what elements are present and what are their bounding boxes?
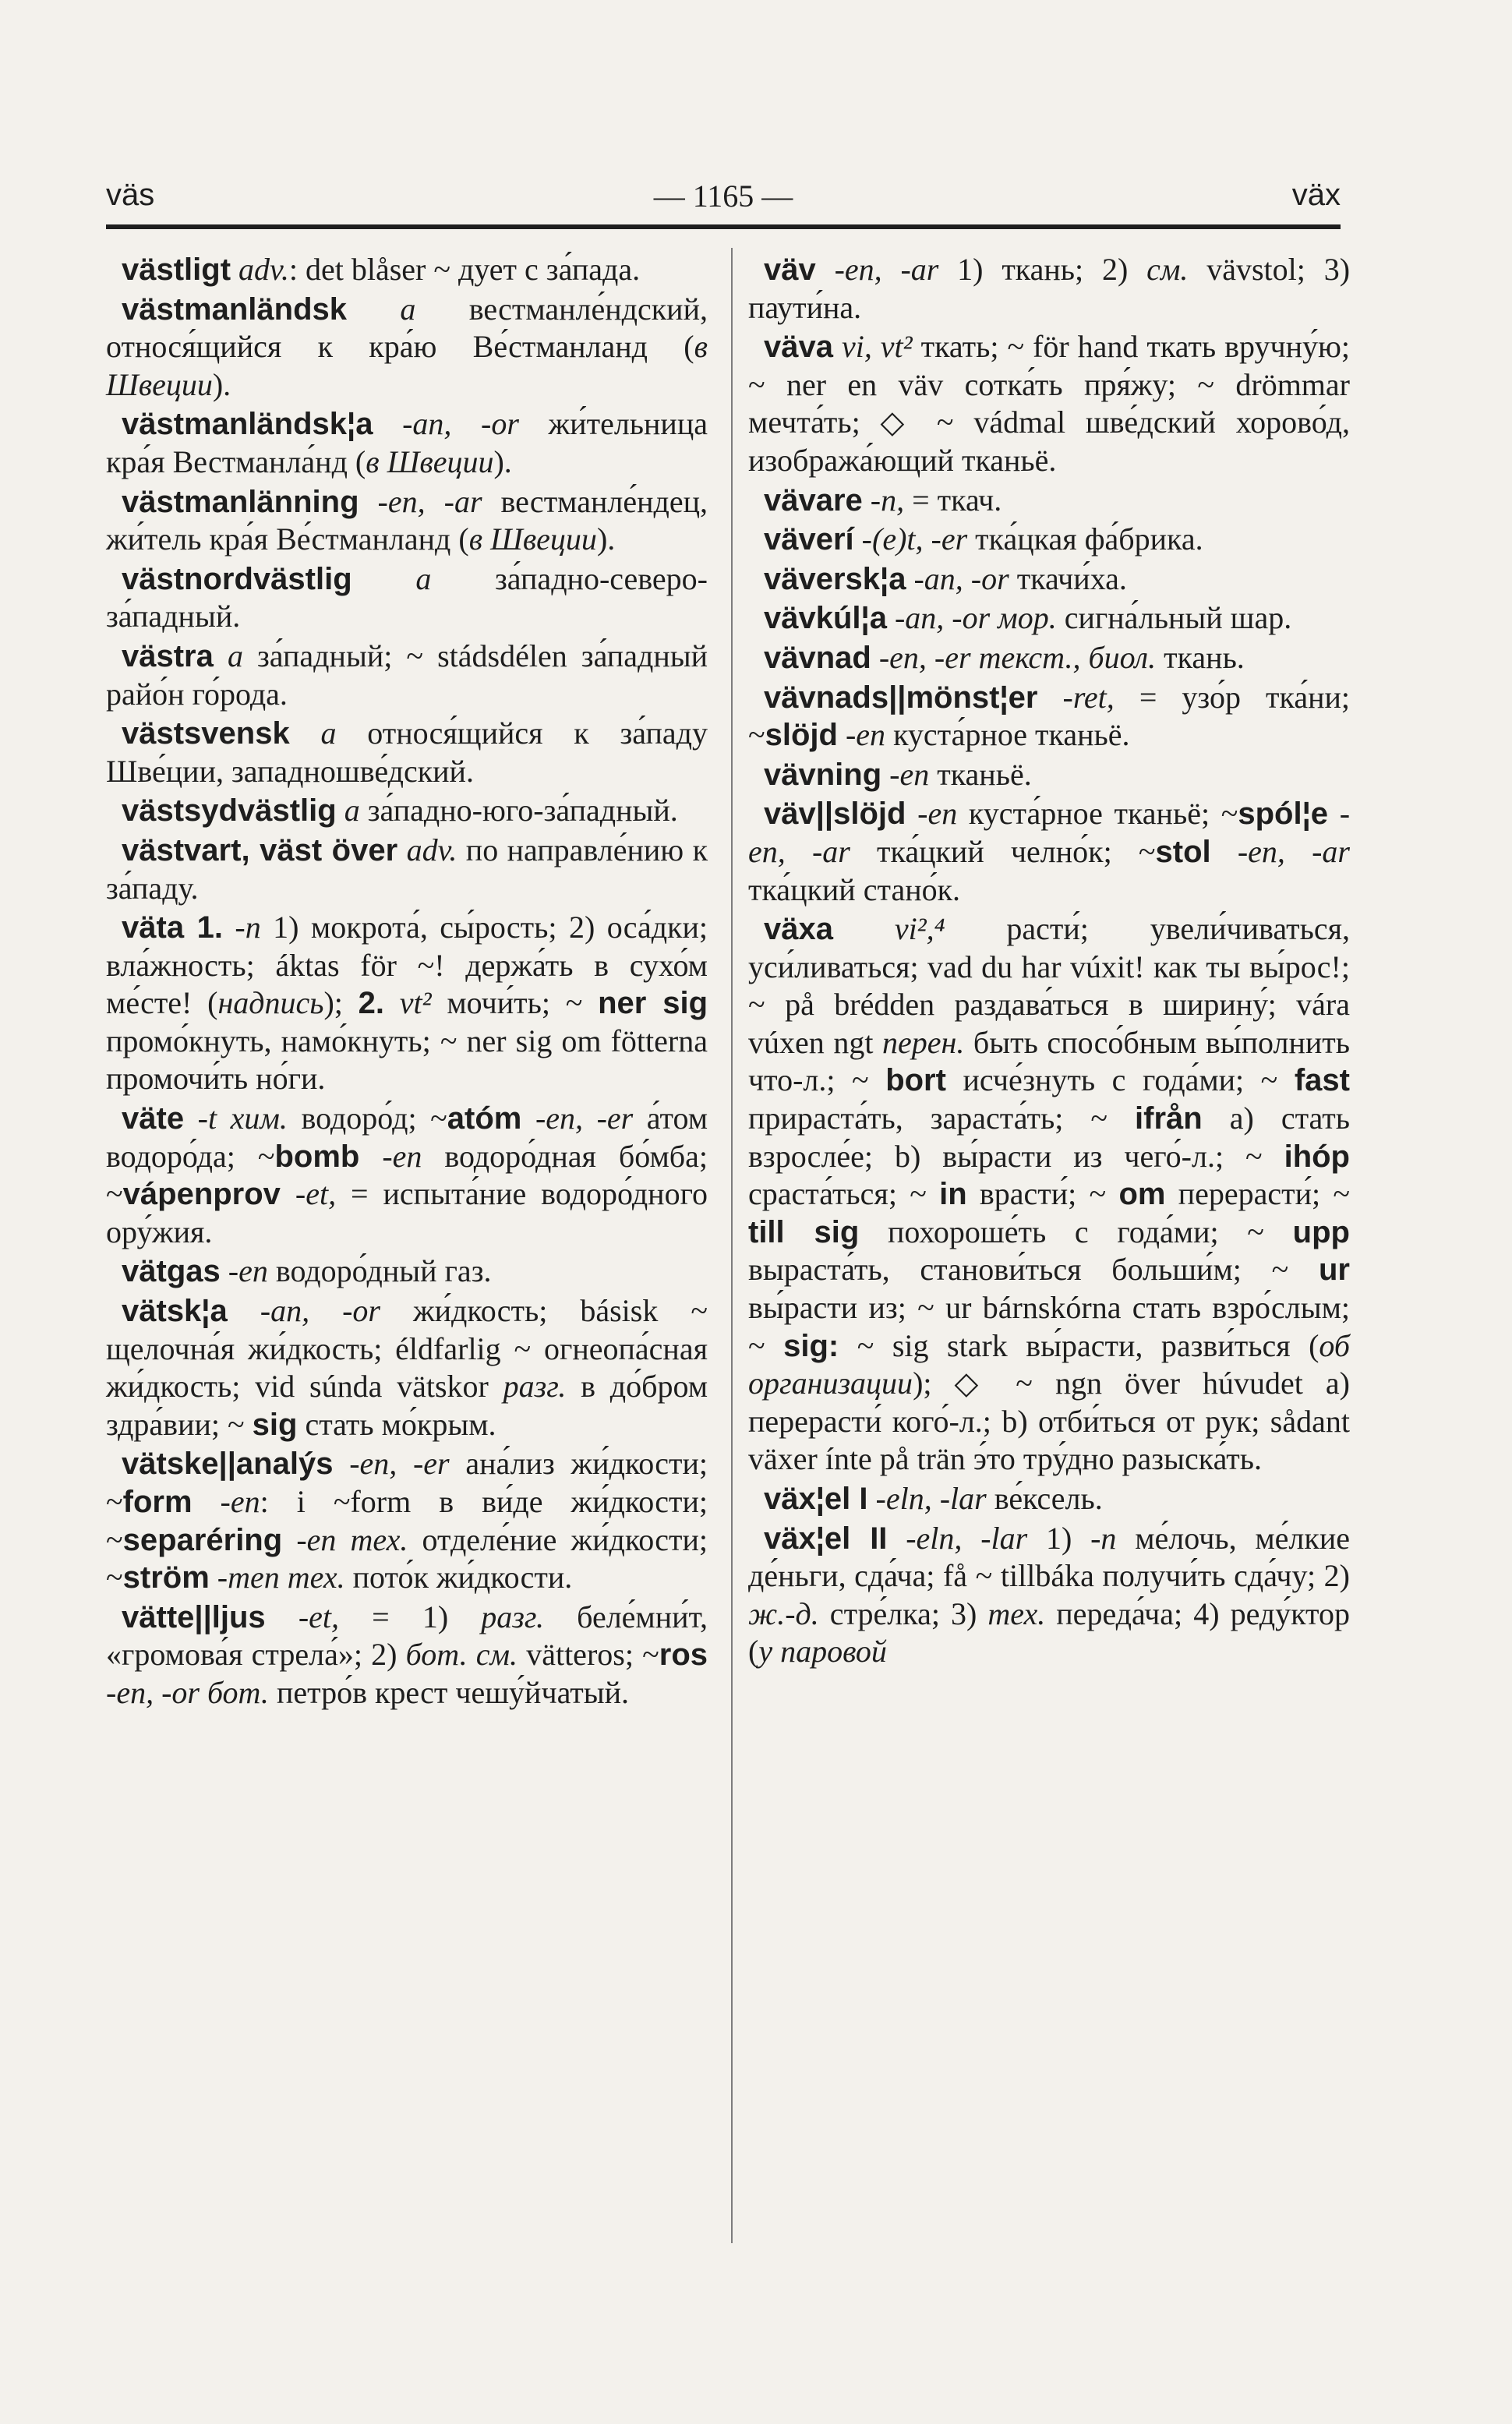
entry-headword: växa (764, 912, 833, 947)
entry-text (868, 1481, 876, 1516)
entry-subword: ström (122, 1560, 210, 1595)
dictionary-entry (106, 832, 708, 907)
entry-text: переда́ча; 4) реду́ктор ( (748, 1595, 1350, 1670)
entry-text: вестманле́ндец, жи́тель кра́я Ве́стманланд ( (106, 483, 708, 557)
entry-text (881, 757, 889, 792)
entry-label: -an, -or (402, 406, 519, 442)
entry-text: ). (596, 521, 616, 557)
entry-text: ве́ксель. (986, 1481, 1103, 1516)
entry-text: вестманле́ндский, относя́щийся к кра́ю Ве́стманланд ( (106, 291, 708, 365)
entry-text: 1) (1027, 1520, 1091, 1556)
entry-headword: västmanländsk (122, 292, 348, 327)
entry-text (906, 796, 917, 831)
entry-text (373, 406, 402, 441)
entry-text (906, 561, 913, 596)
entry-subword: atóm (447, 1101, 522, 1136)
dictionary-entry (748, 328, 1350, 479)
dictionary-entry (748, 679, 1350, 754)
dictionary-entry (106, 715, 708, 790)
entry-subword: fast (1294, 1063, 1350, 1098)
dictionary-entry (748, 795, 1350, 909)
entry-text (863, 482, 871, 518)
entry-label: перен. (882, 1024, 965, 1060)
entry-label: в Швеции (468, 521, 597, 557)
header-right-guideword: väx (1291, 178, 1341, 212)
entry-text: тканьё. (929, 756, 1032, 792)
entry-headword: väversk¦a (764, 561, 906, 596)
entry-headword: vätske||analýs (122, 1447, 334, 1482)
entry-text: водоро́дная бо́мба; ~ (106, 1138, 708, 1212)
entry-text: ткань. (1156, 639, 1245, 675)
dictionary-entry (106, 1100, 708, 1251)
entry-text: относя́щийся к за́паду Шве́ции, западношве́дский. (106, 716, 708, 789)
entry-subword: form (122, 1485, 193, 1519)
entry-text (347, 292, 400, 327)
entry-subword: bomb (274, 1139, 360, 1174)
entry-subword: upp (1292, 1214, 1350, 1249)
entry-headword: västsvensk (122, 716, 290, 751)
entry-headword: västra (122, 638, 214, 673)
entry-text: ме́лочь, ме́лкие де́ньги, сда́ча; få ~ tillbáka получи́ть сда́чу; 2) (748, 1520, 1350, 1594)
dictionary-entry (748, 639, 1350, 677)
entry-subword: bort (885, 1063, 946, 1098)
dictionary-entry (748, 251, 1350, 327)
header-rule (106, 224, 1341, 229)
entry-text: : det blåser ~ дует с за́пада. (288, 252, 641, 287)
entry-label: adv. (406, 832, 457, 867)
entry-text: ). (212, 366, 231, 402)
entry-label: бот. см. (405, 1637, 518, 1673)
entry-label: -en, -or бот. (106, 1674, 269, 1710)
entry-label: -en, -ar (1237, 833, 1350, 869)
entry-text (833, 329, 842, 364)
entry-label: -an, -or (260, 1293, 380, 1329)
entry-text: ткать; ~ för hand ткать вручну́ю; ~ ner en väv сотка́ть пря́жу; ~ drömmar мечта́ть; ◇ ~ vádmal шве́дский хорово́д, изобража́ющий тканьё. (748, 329, 1350, 478)
dictionary-entry (748, 521, 1350, 559)
entry-subword: slöjd (765, 718, 838, 753)
entry-headword: väx¦el II (764, 1521, 888, 1556)
entry-text (838, 717, 846, 752)
entry-text (223, 910, 235, 945)
entry-headword: väta 1. (122, 910, 223, 945)
entry-subword: till sig (748, 1214, 860, 1249)
entry-text (193, 1484, 221, 1519)
entry-text (1211, 834, 1238, 869)
entry-headword: västnordvästlig (122, 561, 352, 596)
dictionary-entry (106, 638, 708, 713)
entry-subword: om (1118, 1177, 1166, 1212)
dictionary-entry (106, 1445, 708, 1596)
entry-label: -n, (870, 482, 905, 518)
entry-text: за́падно-юго-за́падный. (359, 793, 678, 829)
entry-label: у паровой (758, 1634, 887, 1670)
entry-label: -en (917, 796, 958, 832)
entry-text: быть спосо́бным вы́полнить что-л.; ~ (748, 1024, 1350, 1098)
entry-text: жи́тельница кра́я Вестманла́нд ( (106, 406, 708, 479)
entry-headword: västsydvästlig (122, 793, 337, 829)
entry-text: отделе́ние жи́дкости; ~ (106, 1521, 708, 1595)
entry-headword: västligt (122, 253, 231, 287)
dictionary-entry (106, 792, 708, 830)
entry-label: тех. (987, 1595, 1046, 1631)
entry-label: -n (1090, 1520, 1117, 1556)
entry-text: тка́цкий стано́к. (748, 871, 961, 907)
entry-text: = ткач. (904, 482, 1002, 518)
entry-headword: vävkúl¦a (764, 601, 887, 636)
entry-text (290, 716, 321, 751)
entry-label: vt² (399, 985, 432, 1021)
entry-subword: ros (659, 1638, 708, 1673)
entry-text: = 1) (339, 1599, 482, 1634)
entry-text: vätteros; ~ (518, 1637, 659, 1673)
entry-label: -et, (295, 1176, 337, 1212)
dictionary-entry (106, 1253, 708, 1291)
entry-label: -et, (298, 1599, 339, 1634)
entry-text: мочи́ть; ~ (431, 985, 599, 1021)
entry-text (521, 1101, 535, 1136)
entry-text (833, 911, 895, 946)
entry-headword: vätsk¦a (122, 1294, 228, 1329)
entry-text: куста́рное тканьё. (885, 717, 1130, 753)
entry-subword: ur (1319, 1253, 1350, 1288)
entry-text: 1) мокрота́, сы́рость; 2) оса́дки; вла́жность; áktas för ~! держа́ть в сухо́м ме́сте! ( (106, 910, 708, 1021)
entry-label: a (320, 716, 337, 751)
entry-text: водоро́дный газ. (267, 1253, 492, 1289)
dictionary-entry (106, 483, 708, 559)
entry-subword: 2. (358, 986, 385, 1021)
entry-text (384, 985, 400, 1020)
entry-label: надпись (217, 985, 324, 1021)
dictionary-entry (106, 405, 708, 481)
entry-label: ж.-д. (748, 1595, 819, 1631)
dictionary-entry (748, 560, 1350, 599)
entry-label: -en (220, 1484, 260, 1519)
entry-text (337, 793, 344, 828)
entry-label: -en (889, 756, 930, 792)
entry-text (266, 1599, 299, 1634)
entry-text: ); ◇ ~ ngn över húvudet a) перерасти́ кого́-л.; b) отби́ться от рук; sådant växer ínte på trän э́то тру́дно разыска́ть. (748, 1366, 1350, 1477)
entry-text (359, 1139, 382, 1174)
dictionary-entry (106, 560, 708, 636)
dictionary-entry (106, 291, 708, 405)
entry-label: -an, -or (913, 560, 1009, 596)
entry-headword: vävnad (764, 640, 871, 675)
entry-headword: västmanländsk¦a (122, 407, 373, 442)
entry-label: -en, -ar (377, 483, 482, 519)
entry-text: ткачи́ха. (1009, 560, 1127, 596)
entry-headword: västmanlänning (122, 484, 359, 519)
entry-text: водоро́д; ~ (287, 1101, 447, 1136)
entry-headword: västvart, väst över (122, 832, 398, 867)
entry-label: -en, -er (535, 1101, 634, 1136)
entry-label: -en (228, 1253, 268, 1289)
entry-text (214, 638, 228, 673)
entry-subword: ner sig (598, 986, 708, 1021)
entry-text: жи́дкость; básisk ~ щелочна́я жи́дкость; éldfarlig ~ огнеопа́сная жи́дкость; vid súnda vätskor (106, 1293, 708, 1405)
entry-label: -(e)t, -er (861, 521, 968, 557)
entry-text (282, 1522, 296, 1557)
entry-headword: vävning (764, 757, 882, 792)
entry-text: врасти́; ~ (966, 1176, 1119, 1212)
entry-label: разг. (503, 1369, 567, 1405)
entry-text: куста́рное тканьё; ~ (957, 796, 1238, 832)
entry-label: -ret, (1062, 679, 1115, 715)
dictionary-entry (748, 599, 1350, 638)
entry-subword: separéring (122, 1522, 283, 1557)
entry-text: по направле́нию к за́паду. (106, 832, 708, 906)
entry-text (397, 832, 406, 867)
entry-label: в Швеции (366, 443, 494, 479)
entry-label: vi, vt² (841, 329, 913, 365)
entry-text: 1) ткань; 2) (938, 252, 1147, 287)
entry-text: ); (323, 985, 359, 1021)
entry-text: стать мо́крым. (297, 1406, 496, 1442)
entry-text (281, 1176, 295, 1211)
entry-text: расти́; увели́чиваться, уси́ливаться; vad du har vúxit! как ты вы́рос!; ~ på brédden раздава́ться в ширину́; vára vúxen ngt (748, 911, 1350, 1060)
entry-subword: sig (252, 1407, 298, 1442)
entry-label: в Швеции (106, 329, 708, 402)
entry-label: -en, -ar (834, 252, 939, 287)
entry-text: промо́кнуть, намо́кнуть; ~ ner sig om fötterna промочи́ть но́ги. (106, 1023, 708, 1097)
entry-text (333, 1446, 349, 1481)
entry-headword: väverí (764, 522, 854, 557)
left-column (106, 251, 708, 1714)
entry-text (221, 1253, 228, 1288)
entry-text: пото́к жи́дкости. (344, 1560, 573, 1595)
entry-label: a (415, 560, 432, 596)
entry-label: -t хим. (197, 1101, 288, 1136)
entry-label: -en тех. (296, 1521, 408, 1557)
entry-text: ). (493, 443, 512, 479)
entry-subword: vápenprov (122, 1177, 281, 1212)
entry-headword: väv (764, 253, 816, 287)
entry-text (854, 521, 862, 557)
entry-headword: vävare (764, 482, 863, 518)
entry-headword: väte (122, 1101, 185, 1136)
dictionary-entry (748, 756, 1350, 794)
entry-text: тка́цкий челно́к; ~ (850, 833, 1156, 869)
column-divider (731, 248, 733, 2243)
entry-label: -n (235, 910, 261, 945)
entry-text (887, 1521, 906, 1556)
entry-label: -en, -er текст., биол. (878, 639, 1157, 675)
entry-text (210, 1560, 217, 1595)
entry-text: vävstol; 3) паути́на. (748, 252, 1351, 325)
entry-text: за́падно-северо-за́падный. (106, 560, 708, 634)
running-header (106, 178, 1341, 224)
dictionary-entry (748, 910, 1350, 1479)
entry-text: стре́лка; 3) (818, 1595, 988, 1631)
entry-text: выраста́ть, станови́ться больши́м; ~ (748, 1252, 1319, 1288)
entry-subword: stol (1155, 834, 1211, 869)
entry-text: = узо́р тка́ни; ~ (748, 679, 1350, 753)
entry-text: ана́лиз жи́дкости; ~ (106, 1446, 708, 1519)
entry-text: перерасти́; ~ (1165, 1176, 1351, 1212)
entry-headword: väva (764, 330, 833, 365)
entry-label: -eln, -lar (875, 1481, 987, 1516)
entry-headword: vätgas (122, 1254, 221, 1289)
entry-label: -eln, -lar (906, 1520, 1028, 1556)
entry-label: a (344, 793, 360, 829)
entry-label: -en, -er (349, 1446, 450, 1482)
entry-label: -en, -ar (748, 796, 1351, 869)
entry-subword: spól¦e (1238, 797, 1329, 832)
entry-text: за́падный; ~ stádsdélen за́падный райо́н го́рода. (106, 638, 708, 712)
entry-label: adv. (238, 252, 289, 287)
entry-text: сраста́ться; ~ (748, 1176, 940, 1212)
entry-subword: ifrån (1135, 1101, 1203, 1136)
entry-label: a (400, 291, 416, 327)
header-left-guideword: väs (106, 178, 155, 212)
entry-text (887, 600, 895, 635)
entry-label: -an, -or мор. (894, 600, 1057, 636)
entry-text (184, 1101, 198, 1136)
entry-text (231, 252, 238, 287)
entry-label: -en (845, 717, 886, 753)
entry-text (1328, 796, 1340, 831)
entry-subword: sig: (783, 1328, 839, 1363)
dictionary-entry (748, 1520, 1350, 1671)
entry-text: исче́знуть с года́ми; ~ (945, 1062, 1295, 1098)
entry-label: -en (382, 1138, 422, 1174)
entry-label: см. (1146, 252, 1189, 287)
entry-text: = испыта́ние водоро́дного ору́жия. (106, 1176, 708, 1249)
dictionary-entry (106, 251, 708, 289)
entry-text (816, 252, 835, 287)
entry-text: похороше́ть с года́ми; ~ (859, 1214, 1293, 1249)
entry-label: -men тех. (217, 1560, 345, 1595)
entry-text (359, 484, 378, 519)
entry-label: разг. (481, 1599, 544, 1634)
entry-text: тка́цкая фа́брика. (967, 521, 1203, 557)
entry-text: a) стать взросле́е; b) вы́расти из чего́-л.; ~ (748, 1101, 1350, 1174)
entry-text: прираста́ть, зараста́ть; ~ (748, 1101, 1136, 1136)
entry-text: сигна́льный шар. (1056, 600, 1292, 636)
entry-headword: väx¦el I (764, 1482, 868, 1516)
entry-text: петро́в крест чешу́йчатый. (268, 1674, 630, 1710)
entry-text (228, 1293, 260, 1328)
entry-text: ~ sig stark вы́расти, разви́ться ( (839, 1327, 1319, 1363)
entry-text: беле́мни́т, «громова́я стрела́»; 2) (106, 1599, 708, 1673)
dictionary-entry (106, 909, 708, 1098)
right-column (748, 251, 1350, 1673)
entry-text: а́том водоро́да; ~ (106, 1101, 708, 1174)
dictionary-entry (106, 1292, 708, 1443)
entry-label: об организации (748, 1327, 1350, 1401)
entry-label: a (227, 638, 243, 673)
entry-headword: väv||slöjd (764, 797, 906, 832)
entry-headword: vävnads||mönst¦er (764, 680, 1038, 715)
entry-headword: vätte||ljus (122, 1599, 266, 1634)
page-number: — 1165 — (653, 178, 793, 214)
dictionary-entry (106, 1599, 708, 1712)
entry-text (1037, 680, 1062, 715)
dictionary-entry (748, 1480, 1350, 1518)
entry-label: vi²,⁴ (894, 911, 945, 947)
entry-text (352, 561, 416, 596)
entry-subword: ihóp (1284, 1139, 1350, 1174)
entry-text: в до́бром здра́вии; ~ (106, 1369, 708, 1442)
entry-text: вы́расти из; ~ ur bárnskórna стать взро́слым; ~ (748, 1290, 1350, 1363)
entry-text (871, 640, 879, 675)
dictionary-entry (748, 482, 1350, 520)
entry-text: : i ~form в ви́де жи́дкости; ~ (106, 1484, 708, 1557)
entry-subword: in (939, 1177, 967, 1212)
